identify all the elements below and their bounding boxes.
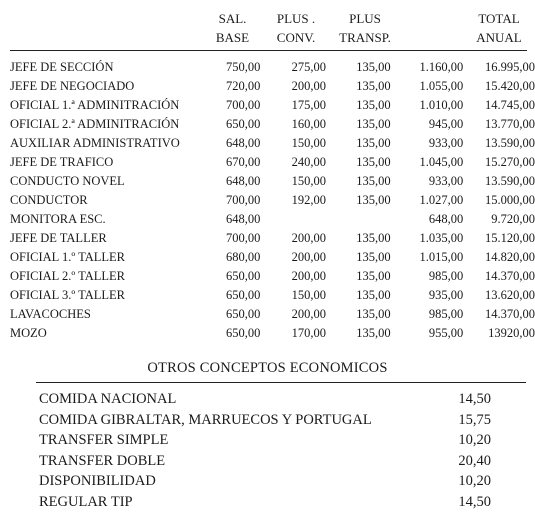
category-cell: CONDUCTO NOVEL xyxy=(10,174,125,188)
monthly-sum-cell: 1.027,00 xyxy=(419,193,464,207)
table-row xyxy=(0,96,535,115)
concept-label: TRANSFER DOBLE xyxy=(39,452,166,469)
plus-convenio-cell: 170,00 xyxy=(291,326,326,340)
category-cell: MOZO xyxy=(10,326,47,340)
plus-convenio-cell: 175,00 xyxy=(291,98,326,112)
otros-conceptos-title: OTROS CONCEPTOS ECONOMICOS xyxy=(147,360,388,376)
header-total-anual xyxy=(468,9,530,47)
salario-base-cell: 648,00 xyxy=(226,136,261,150)
monthly-sum-cell: 1.160,00 xyxy=(419,60,464,74)
table-row xyxy=(0,153,535,172)
list-item xyxy=(36,471,491,492)
concept-label: COMIDA NACIONAL xyxy=(39,391,177,407)
total-anual-cell: 15.420,00 xyxy=(485,79,535,93)
salario-base-cell: 650,00 xyxy=(226,269,261,283)
total-anual-cell: 13920,00 xyxy=(488,326,535,340)
category-cell: OFICIAL 1.ª ADMINITRACIÓN xyxy=(10,98,180,112)
category-cell: OFICIAL 2.º TALLER xyxy=(10,269,126,283)
total-anual-cell: 13.620,00 xyxy=(485,288,535,302)
concept-value: 10,20 xyxy=(458,473,491,489)
header-conv-line-1: PLUS . xyxy=(276,11,316,26)
plus-convenio-cell: 150,00 xyxy=(291,136,326,150)
salario-base-cell: 700,00 xyxy=(226,193,261,207)
table-row xyxy=(0,115,535,134)
header-divider xyxy=(10,50,527,51)
otros-conceptos-divider xyxy=(36,382,526,383)
plus-convenio-cell: 192,00 xyxy=(291,193,326,207)
table-row xyxy=(0,191,535,210)
category-cell: MONITORA ESC. xyxy=(10,212,106,226)
plus-convenio-cell: 240,00 xyxy=(291,155,326,169)
monthly-sum-cell: 1.045,00 xyxy=(419,155,464,169)
plus-transporte-cell: 135,00 xyxy=(356,288,391,302)
plus-transporte-cell: 135,00 xyxy=(356,326,391,340)
salario-base-cell: 650,00 xyxy=(226,288,261,302)
list-item xyxy=(36,410,491,431)
concept-value: 14,50 xyxy=(458,493,491,510)
salario-base-cell: 650,00 xyxy=(226,307,261,321)
plus-transporte-cell: 135,00 xyxy=(356,307,391,321)
salario-base-cell: 648,00 xyxy=(226,212,261,226)
plus-transporte-cell: 135,00 xyxy=(356,136,391,150)
salary-table xyxy=(0,58,535,343)
header-base-line-2: BASE xyxy=(215,30,250,45)
monthly-sum-cell: 985,00 xyxy=(428,307,464,321)
table-row xyxy=(0,324,535,343)
plus-transporte-cell: 135,00 xyxy=(356,155,391,169)
table-row xyxy=(0,134,535,153)
concept-label: COMIDA GIBRALTAR, MARRUECOS Y PORTUGAL xyxy=(39,411,372,428)
table-row xyxy=(0,248,535,267)
concept-label: TRANSFER SIMPLE xyxy=(39,432,169,448)
monthly-sum-cell: 1.055,00 xyxy=(419,79,464,93)
list-item xyxy=(36,430,491,451)
total-anual-cell: 14.370,00 xyxy=(485,269,535,283)
salario-base-cell: 650,00 xyxy=(226,326,261,340)
plus-convenio-cell: 200,00 xyxy=(291,307,326,321)
table-row xyxy=(0,77,535,96)
monthly-sum-cell: 955,00 xyxy=(428,326,464,340)
plus-transporte-cell xyxy=(326,210,391,229)
monthly-sum-cell: 1.035,00 xyxy=(419,231,464,245)
plus-transporte-cell: 135,00 xyxy=(356,117,391,131)
table-row xyxy=(0,58,535,77)
table-row xyxy=(0,286,535,305)
category-cell: JEFE DE SECCIÓN xyxy=(10,60,114,74)
total-anual-cell: 9.720,00 xyxy=(491,212,535,226)
total-anual-cell: 14.745,00 xyxy=(485,98,535,112)
salario-base-cell: 648,00 xyxy=(226,174,261,188)
total-anual-cell: 14.820,00 xyxy=(485,250,535,264)
category-cell: AUXILIAR ADMINISTRATIVO xyxy=(10,136,180,150)
table-row xyxy=(0,229,535,248)
monthly-sum-cell: 945,00 xyxy=(428,117,464,131)
monthly-sum-cell: 1.015,00 xyxy=(419,250,464,264)
list-item xyxy=(36,492,491,513)
total-anual-cell: 15.000,00 xyxy=(485,193,535,207)
total-anual-cell: 15.270,00 xyxy=(485,155,535,169)
header-trans-line-2: TRANSP. xyxy=(339,30,391,45)
category-cell: CONDUCTOR xyxy=(10,193,88,207)
salario-base-cell: 720,00 xyxy=(226,79,261,93)
total-anual-cell: 13.770,00 xyxy=(485,117,535,131)
monthly-sum-cell: 1.010,00 xyxy=(419,98,464,112)
header-salario-base xyxy=(205,9,260,47)
salary-table-body xyxy=(0,58,535,343)
otros-conceptos-body xyxy=(36,389,491,512)
concept-label: REGULAR TIP xyxy=(39,493,133,510)
plus-convenio-cell: 150,00 xyxy=(291,288,326,302)
plus-transporte-cell: 135,00 xyxy=(356,174,391,188)
table-row xyxy=(0,305,535,324)
plus-convenio-cell: 275,00 xyxy=(291,60,326,74)
header-plus-transporte xyxy=(330,9,400,47)
list-item xyxy=(36,451,491,472)
salario-base-cell: 670,00 xyxy=(226,155,261,169)
category-cell: JEFE DE TRAFICO xyxy=(10,155,114,169)
header-plus-convenio xyxy=(266,9,326,47)
monthly-sum-cell: 985,00 xyxy=(428,269,464,283)
plus-transporte-cell: 135,00 xyxy=(356,231,391,245)
plus-transporte-cell: 135,00 xyxy=(356,269,391,283)
concept-value: 15,75 xyxy=(458,411,491,428)
header-total-line-1: TOTAL xyxy=(478,11,520,26)
plus-convenio-cell: 200,00 xyxy=(291,231,326,245)
plus-transporte-cell: 135,00 xyxy=(356,79,391,93)
header-trans-line-1: PLUS xyxy=(349,11,381,26)
plus-convenio-cell xyxy=(260,210,326,229)
plus-transporte-cell: 135,00 xyxy=(356,193,391,207)
monthly-sum-cell: 933,00 xyxy=(428,174,464,188)
table-row xyxy=(0,172,535,191)
header-conv-line-2: CONV. xyxy=(276,30,316,45)
total-anual-cell: 13.590,00 xyxy=(485,136,535,150)
category-cell: JEFE DE TALLER xyxy=(10,231,107,245)
monthly-sum-cell: 648,00 xyxy=(428,212,464,226)
plus-convenio-cell: 150,00 xyxy=(291,174,326,188)
salario-base-cell: 700,00 xyxy=(226,98,261,112)
plus-convenio-cell: 200,00 xyxy=(291,79,326,93)
salario-base-cell: 680,00 xyxy=(226,250,261,264)
category-cell: OFICIAL 2.ª ADMINITRACIÓN xyxy=(10,117,180,131)
category-cell: OFICIAL 1.º TALLER xyxy=(10,250,126,264)
plus-convenio-cell: 200,00 xyxy=(291,269,326,283)
total-anual-cell: 13.590,00 xyxy=(485,174,535,188)
plus-transporte-cell: 135,00 xyxy=(356,60,391,74)
header-total-line-2: ANUAL xyxy=(476,30,522,45)
list-item xyxy=(36,389,491,410)
category-cell: OFICIAL 3.º TALLER xyxy=(10,288,126,302)
total-anual-cell: 15.120,00 xyxy=(485,231,535,245)
concept-label: DISPONIBILIDAD xyxy=(39,473,156,489)
otros-conceptos-table xyxy=(36,389,491,512)
plus-convenio-cell: 160,00 xyxy=(291,117,326,131)
monthly-sum-cell: 935,00 xyxy=(428,288,464,302)
table-row xyxy=(0,210,535,229)
monthly-sum-cell: 933,00 xyxy=(428,136,464,150)
salario-base-cell: 700,00 xyxy=(226,231,261,245)
header-base-line-1: SAL. xyxy=(218,11,247,26)
plus-transporte-cell: 135,00 xyxy=(356,250,391,264)
plus-convenio-cell: 200,00 xyxy=(291,250,326,264)
concept-value: 20,40 xyxy=(458,452,491,469)
salario-base-cell: 650,00 xyxy=(226,117,261,131)
total-anual-cell: 16.995,00 xyxy=(485,60,535,74)
salario-base-cell: 750,00 xyxy=(226,60,261,74)
category-cell: LAVACOCHES xyxy=(10,307,91,321)
total-anual-cell: 14.370,00 xyxy=(485,307,535,321)
concept-value: 10,20 xyxy=(458,432,491,448)
category-cell: JEFE DE NEGOCIADO xyxy=(10,79,135,93)
concept-value: 14,50 xyxy=(458,391,491,407)
table-row xyxy=(0,267,535,286)
plus-transporte-cell: 135,00 xyxy=(356,98,391,112)
